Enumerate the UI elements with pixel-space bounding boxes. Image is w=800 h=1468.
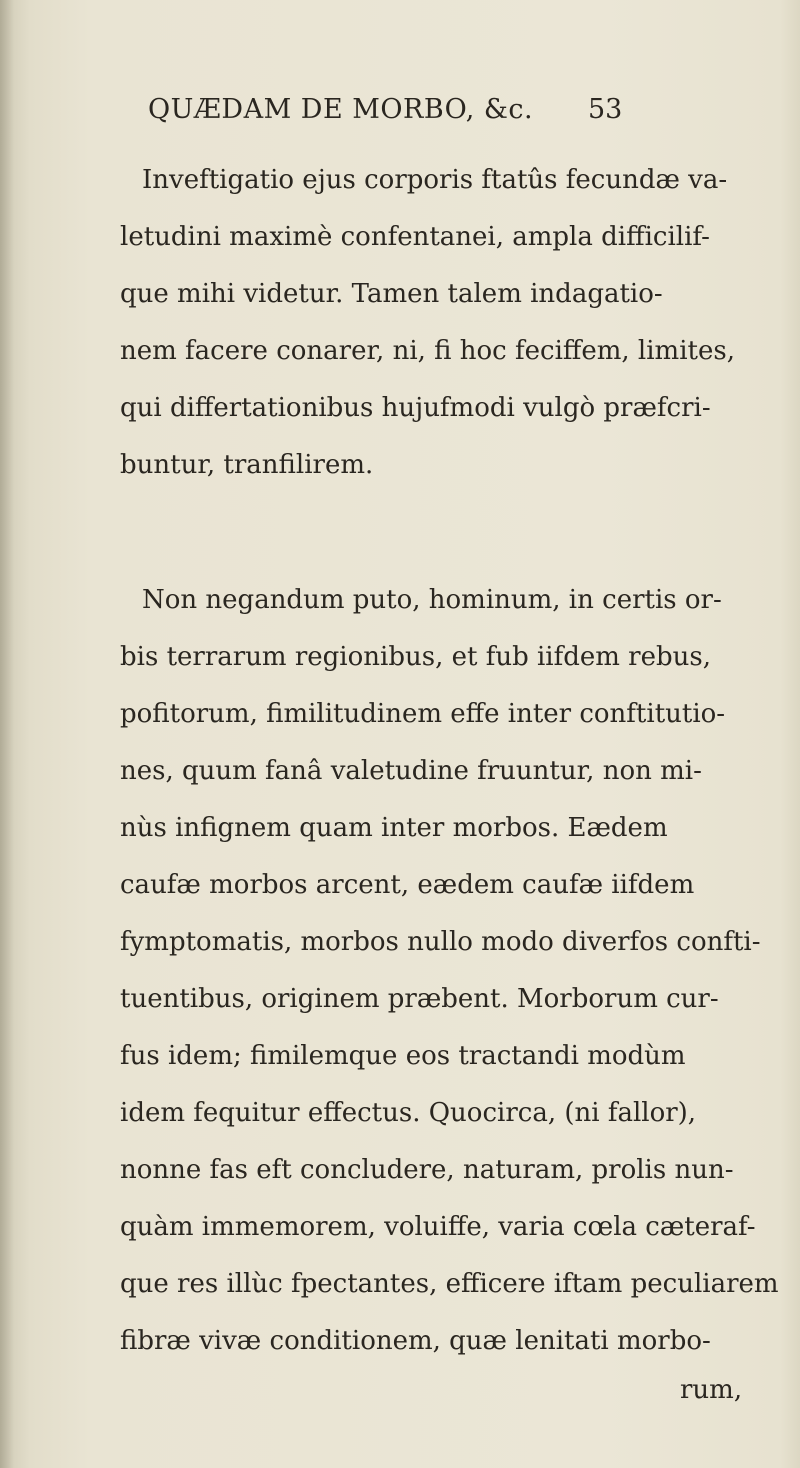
text-line: qui differtationibus hujufmodi vulgò præfcri- bbox=[120, 393, 711, 423]
text-line: tuentibus, originem præbent. Morborum cur- bbox=[120, 984, 719, 1014]
paragraph-2 bbox=[120, 572, 800, 1370]
page-number: 53 bbox=[588, 94, 623, 125]
text-line: caufæ morbos arcent, eædem caufæ iifdem bbox=[120, 870, 695, 900]
text-line: letudini maximè confentanei, ampla difficilif- bbox=[120, 222, 710, 252]
text-line: Inveftigatio ejus corporis ftatûs fecundæ va- bbox=[142, 165, 728, 195]
running-head bbox=[0, 94, 800, 134]
binding-shadow bbox=[0, 0, 14, 1468]
body-text bbox=[120, 152, 800, 1370]
text-line: nes, quum fanâ valetudine fruuntur, non mi- bbox=[120, 756, 702, 786]
text-line: que mihi videtur. Tamen talem indagatio- bbox=[120, 279, 663, 309]
text-line: nùs infignem quam inter morbos. Eædem bbox=[120, 813, 668, 843]
text-line: nonne fas eft concludere, naturam, prolis nun- bbox=[120, 1155, 734, 1185]
text-line: Non negandum puto, hominum, in certis or- bbox=[142, 585, 722, 615]
catchword: rum, bbox=[680, 1375, 743, 1405]
text-line: quàm immemorem, voluiffe, varia cœla cæteraf- bbox=[120, 1212, 756, 1242]
paragraph-gap bbox=[120, 494, 800, 572]
text-line: buntur, tranfilirem. bbox=[120, 450, 374, 480]
text-line: fus idem; fimilemque eos tractandi modùm bbox=[120, 1041, 686, 1071]
running-title: QUÆDAM DE MORBO, &c. bbox=[148, 94, 534, 125]
text-line: bis terrarum regionibus, et fub iifdem rebus, bbox=[120, 642, 711, 672]
text-line: pofitorum, fimilitudinem effe inter conftitutio- bbox=[120, 699, 726, 729]
text-line: nem facere conarer, ni, fi hoc feciffem, limites, bbox=[120, 336, 735, 366]
text-line: que res illùc fpectantes, efficere iftam peculiarem bbox=[120, 1269, 779, 1299]
paragraph-1 bbox=[120, 152, 800, 494]
text-line: fymptomatis, morbos nullo modo diverfos confti- bbox=[120, 927, 761, 957]
text-line: fibræ vivæ conditionem, quæ lenitati morbo- bbox=[120, 1326, 711, 1356]
text-line: idem fequitur effectus. Quocirca, (ni fallor), bbox=[120, 1098, 697, 1128]
